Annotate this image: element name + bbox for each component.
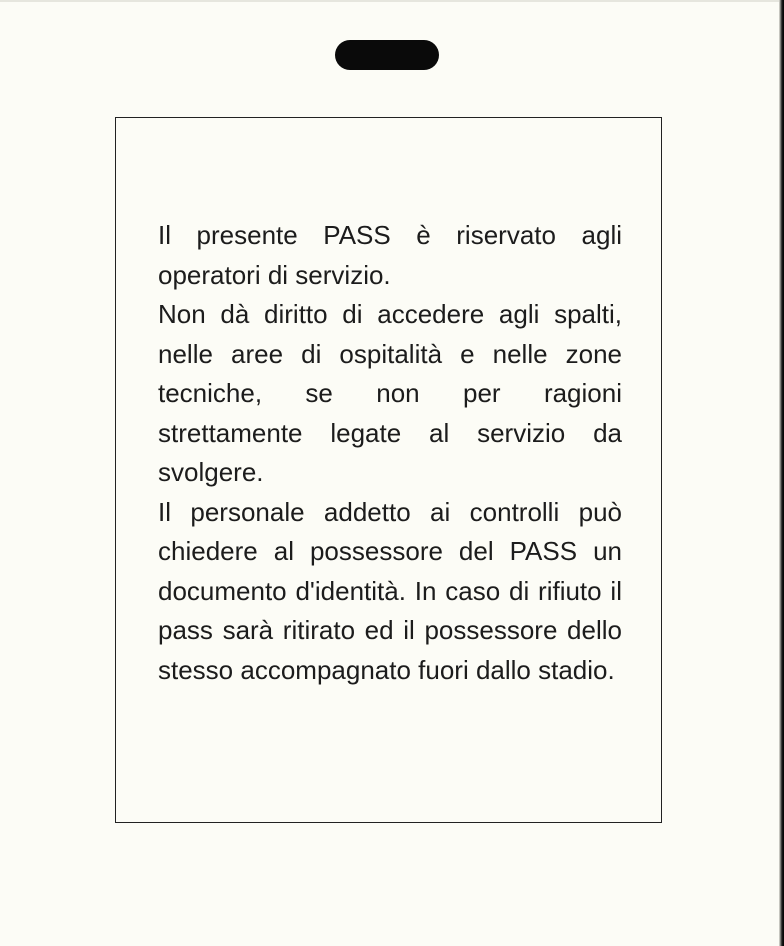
notice-paragraph-2: Non dà diritto di accedere agli spalti, nelle aree di ospitalità e nelle zone tecniche, se non per ragioni strettamente legate al servizio da svolgere. bbox=[158, 299, 622, 487]
text-frame bbox=[115, 117, 662, 823]
lanyard-slot bbox=[335, 40, 439, 70]
notice-paragraph-1: Il presente PASS è riservato agli operatori di servizio. bbox=[158, 220, 622, 290]
notice-text bbox=[158, 216, 622, 690]
notice-paragraph-3: Il personale addetto ai controlli può chiedere al possessore del PASS un documento d'identità. In caso di rifiuto il pass sarà ritirato ed il possessore dello stesso accompagnato fuori dallo stadio. bbox=[158, 496, 622, 685]
card-right-edge bbox=[779, 0, 784, 946]
card-top-edge bbox=[0, 0, 784, 2]
